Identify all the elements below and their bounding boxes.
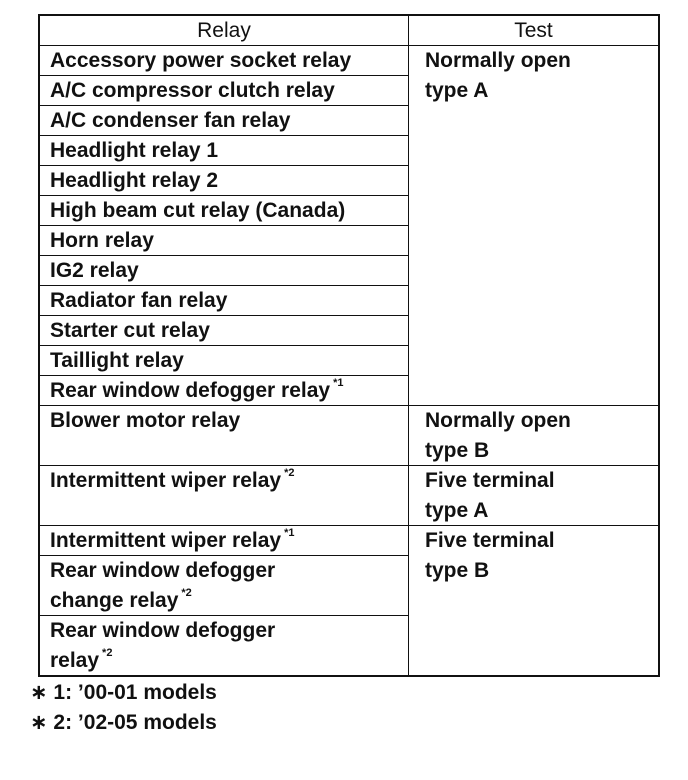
footnote-marker: *1 <box>333 377 344 389</box>
relay-cell: Rear window defogger relay $^{*2}$ <box>40 616 409 675</box>
footnote-2: ∗ 2: ’02-05 models <box>30 711 217 734</box>
relay-cell: Headlight relay 2 <box>40 166 409 196</box>
footnote-marker: *2 <box>284 467 295 479</box>
relay-cell: Intermittent wiper relay $^{*1}$ <box>40 526 409 556</box>
test-cell: Normally open type A <box>409 46 658 406</box>
footnote-1: ∗ 1: ’00-01 models <box>30 681 217 704</box>
header-relay: Relay <box>40 16 409 46</box>
relay-cell: Rear window defogger relay $^{*1}$ <box>40 376 409 406</box>
footnote-marker: *2 <box>102 647 113 659</box>
relay-cell: Headlight relay 1 <box>40 136 409 166</box>
relay-cell: High beam cut relay (Canada) <box>40 196 409 226</box>
relay-cell: Starter cut relay <box>40 316 409 346</box>
test-cell: Five terminal type B <box>425 529 555 582</box>
relay-cell: Rear window defogger change relay $^{*2}$ <box>40 556 409 616</box>
relay-cell: Blower motor relay <box>40 406 409 466</box>
relay-cell: IG2 relay <box>40 256 409 286</box>
relay-cell: Taillight relay <box>40 346 409 376</box>
relay-test-table <box>38 14 660 677</box>
footnote-marker: *2 <box>181 587 192 599</box>
header-test: Test <box>409 16 658 46</box>
footnotes <box>30 678 217 738</box>
test-cell: Five terminal type A <box>409 466 658 526</box>
footnote-marker: *1 <box>284 527 295 539</box>
relay-cell: Radiator fan relay <box>40 286 409 316</box>
relay-cell: Intermittent wiper relay $^{*2}$ <box>40 466 409 526</box>
relay-cell: Accessory power socket relay <box>40 46 409 76</box>
relay-cell: Horn relay <box>40 226 409 256</box>
relay-cell: A/C compressor clutch relay <box>40 76 409 106</box>
relay-cell: A/C condenser fan relay <box>40 106 409 136</box>
test-cell: Normally open type B <box>409 406 658 466</box>
